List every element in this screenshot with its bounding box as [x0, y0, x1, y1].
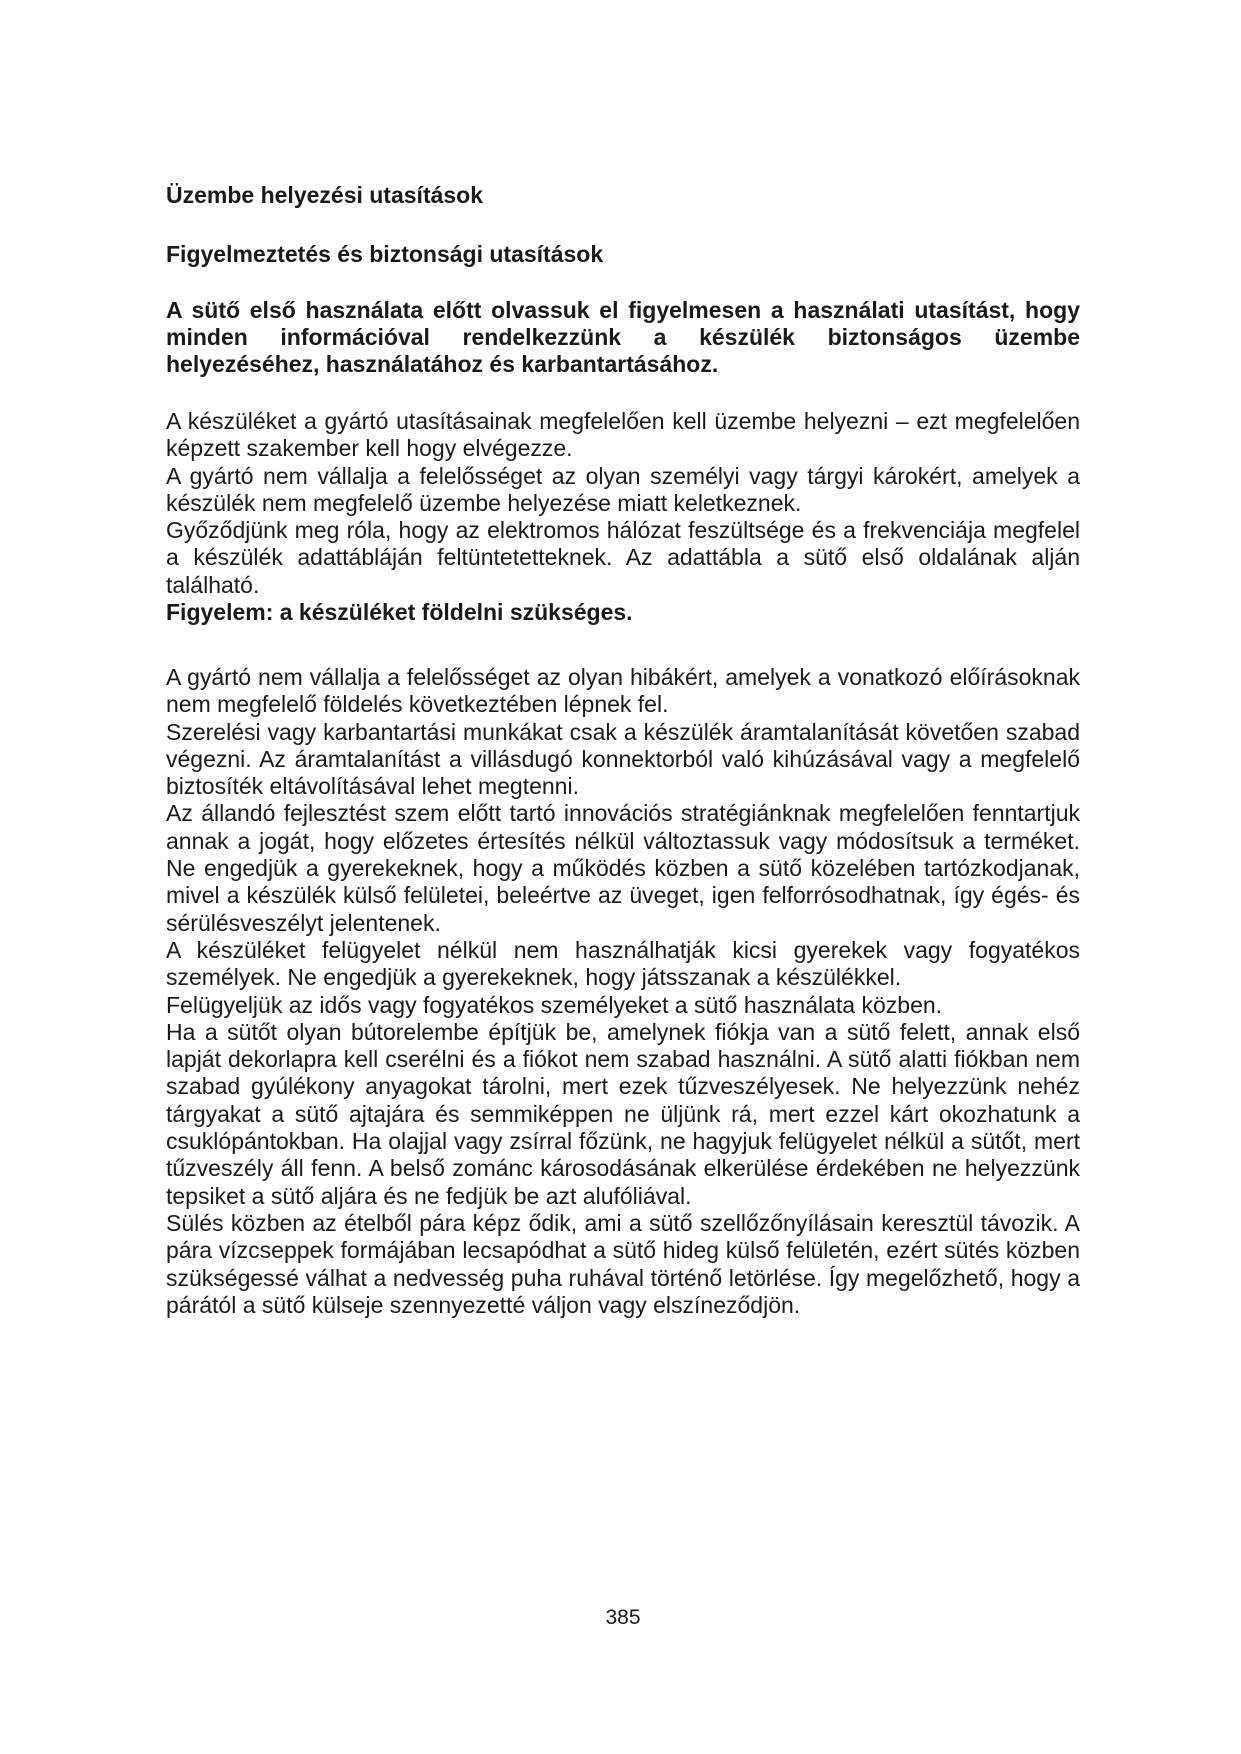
paragraph-children: A készüléket felügyelet nélkül nem használhatják kicsi gyerekek vagy fogyatékos személyek. Ne engedjük a gyerekeknek, hogy játsszanak a készülékkel.: [166, 936, 1080, 991]
paragraph-liability-grounding: A gyártó nem vállalja a felelősséget az olyan hibákért, amelyek a vonatkozó előírásoknak nem megfelelő földelés következtében lépnek fel.: [166, 664, 1080, 718]
section-title: Üzembe helyezési utasítások: [166, 182, 484, 208]
paragraph-installation: A készüléket a gyártó utasításainak megfelelően kell üzembe helyezni – ezt megfelelően képzett szakember kell hogy elvégezze.: [166, 408, 1080, 462]
paragraph-supervision: Felügyeljük az idős vagy fogyatékos személyeket a sütő használata közben.: [166, 991, 943, 1018]
page-number: 385: [605, 1606, 641, 1629]
paragraph-liability-installation: A gyártó nem vállalja a felelősséget az olyan személyi vagy tárgyi károkért, amelyek a készülék nem megfelelő üzembe helyezése miatt keletkeznek.: [166, 462, 1080, 516]
paragraph-maintenance: Szerelési vagy karbantartási munkákat csak a készülék áramtalanítását követően szabad végezni. Az áramtalanítást a villásdugó konnektorból való kihúzásával vagy a megfelelő biztosíték eltávolításával lehet megtenni.: [166, 718, 1080, 800]
paragraph-furniture: Ha a sütőt olyan bútorelembe építjük be, amelynek fiókja van a sütő felett, annak első lapját dekorlapra kell cserélni és a fiókot nem szabad használni. A sütő alatti fiókban nem szabad gyúlékony anyagokat tárolni, mert ezek tűzveszélyesek. Ne helyezzünk nehéz tárgyakat a sütő ajtajára és semmiképpen ne üljünk rá, mert ezzel kárt okozhatunk a csuklópántokban. Ha olajjal vagy zsírral főzünk, ne hagyjuk felügyelet nélkül a sütőt, mert tűzveszély áll fenn. A belső zománc károsodásának elkerülése érdekében ne helyezzünk tepsiket a sütő aljára és ne fedjük be azt alufóliával.: [166, 1018, 1080, 1209]
safety-block: [166, 664, 1080, 1319]
paragraph-voltage: Győződjünk meg róla, hogy az elektromos hálózat feszültsége és a frekvenciája megfelel a készülék adattábláján feltüntetetteknek. Az adattábla a sütő első oldalának alján található.: [166, 517, 1080, 598]
paragraph-steam: Sülés közben az ételből pára képz ődik, ami a sütő szellőzőnyílásain keresztül távozik. A pára vízcseppek formájában lecsapódhat a sütő hideg külső felületén, ezért sütés közben szükségessé válhat a nedvesség puha ruhával történő letörlése. Így megelőzhető, hogy a párától a sütő külseje szennyezetté váljon vagy elszíneződjön.: [166, 1209, 1080, 1318]
grounding-warning: Figyelem: a készüléket földelni szükséges.: [166, 599, 633, 626]
installation-block: [166, 408, 1080, 626]
document-page: [166, 0, 1080, 1754]
section-subtitle: Figyelmeztetés és biztonsági utasítások: [166, 241, 604, 267]
intro-paragraph: A sütő első használata előtt olvassuk el figyelmesen a használati utasítást, hogy minden információval rendelkezzünk a készülék biztonságos üzembe helyezéséhez, használatához és karbantartásához.: [166, 297, 1080, 377]
paragraph-product-changes: Az állandó fejlesztést szem előtt tartó innovációs stratégiánknak megfelelően fenntartjuk annak a jogát, hogy előzetes értesítés nélkül változtassuk vagy módosítsuk a terméket. Ne engedjük a gyerekeknek, hogy a működés közben a sütő közelében tartózkodjanak, mivel a készülék külső felületei, beleértve az üveget, igen felforrósodhatnak, így égés- és sérülésveszélyt jelentenek.: [166, 800, 1080, 936]
